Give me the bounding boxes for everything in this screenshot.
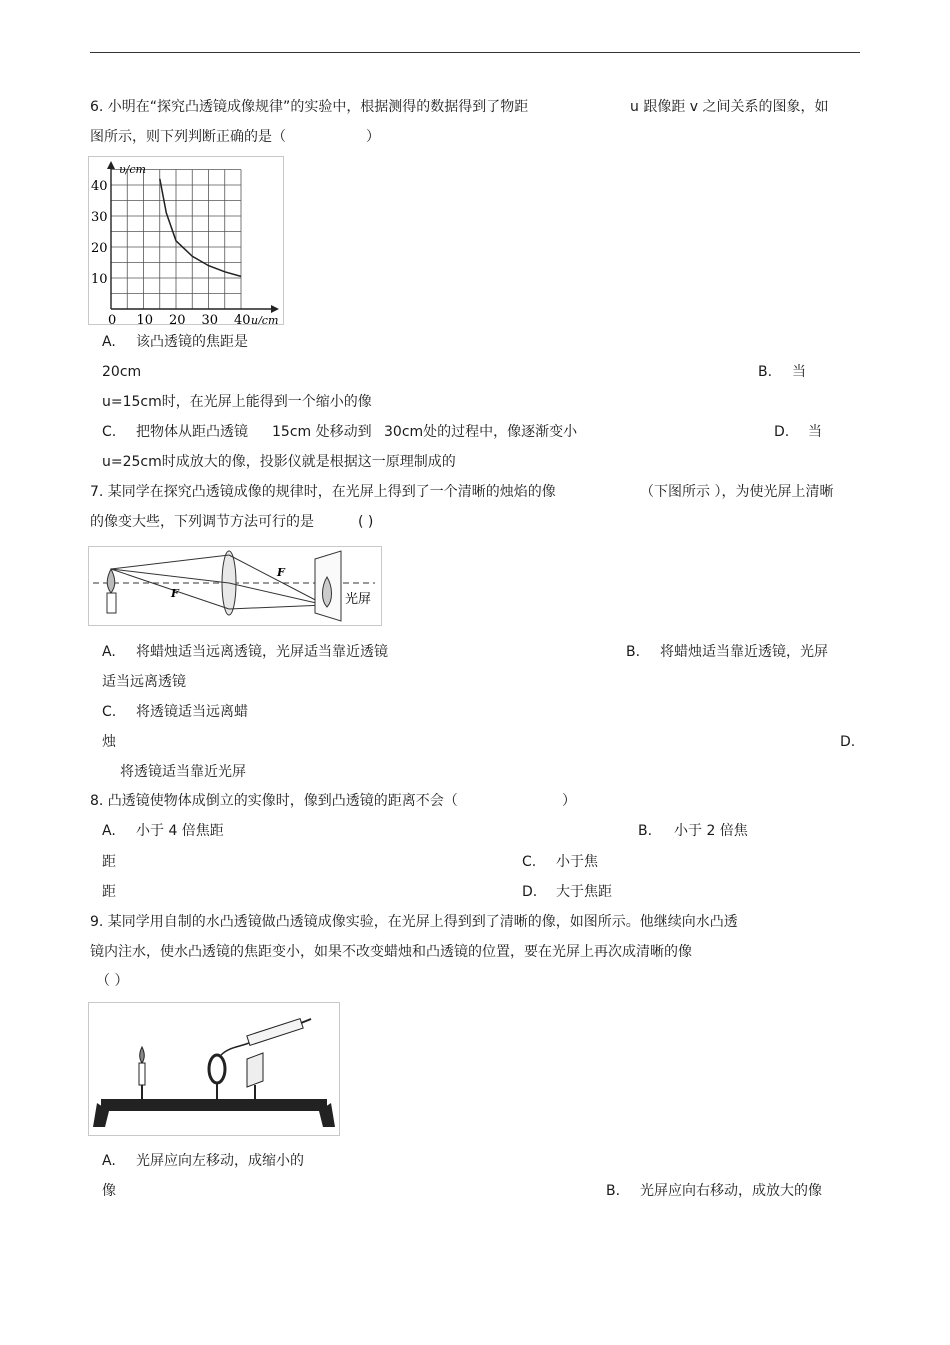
q9-option-b-label: B. (606, 1183, 621, 1199)
q6-y-tick-label: 10 (91, 272, 108, 287)
q9-syringe-plunger (301, 1019, 311, 1023)
q7-option-b-text-cont: 适当远离透镜 (102, 674, 186, 690)
q7-option-c-text-cont: 烛 (102, 734, 116, 750)
q6-y-tick-label: 30 (91, 210, 108, 225)
q9-option-a-text-cont: 像 (102, 1183, 116, 1199)
q9-apparatus-drawing (89, 1003, 339, 1135)
q7-stem-line1-b: （下图所示 ），为使光屏上清晰 (640, 484, 834, 500)
q7-stem-line2-a: 的像变大些，下列调节方法可行的是 (90, 514, 314, 530)
header-rule (90, 52, 860, 53)
q7-optics-diagram (89, 547, 381, 625)
q7-option-b-label: B. (626, 644, 641, 660)
q9-option-a-text: 光屏应向左移动，成缩小的 (136, 1153, 304, 1169)
q6-x-tick-label: 20 (169, 313, 186, 324)
q8-option-b-text: 小于 2 倍焦 (674, 823, 748, 839)
q9-stem-line3: （ ） (96, 973, 129, 989)
q6-x-tick-label: 0 (108, 313, 117, 324)
q9-candle (139, 1063, 145, 1085)
q8-option-c-text: 小于焦 (556, 854, 598, 870)
q9-apparatus-figure (88, 1002, 340, 1136)
q7-ray-2b (229, 605, 325, 609)
q7-focus-label-right: F (277, 566, 285, 579)
q7-option-c-label: C. (102, 704, 117, 720)
q6-x-axis-label: u/cm (251, 314, 279, 324)
q6-option-a-text-cont: 20cm (102, 364, 142, 380)
q6-stem-line2-a: 图所示，则下列判断正确的是（ (90, 129, 286, 145)
q7-stem-line1-a: 7. 某同学在探究凸透镜成像的规律时，在光屏上得到了一个清晰的烛焰的像 (90, 484, 556, 500)
q6-graph-figure (88, 156, 284, 325)
q7-option-a-text: 将蜡烛适当远离透镜，光屏适当靠近透镜 (136, 644, 388, 660)
q6-uv-curve (160, 179, 241, 277)
q6-option-d-text-cont: u=25cm时成放大的像，投影仪就是根据这一原理制成的 (102, 454, 456, 470)
q6-option-a-text: 该凸透镜的焦距是 (136, 334, 248, 350)
q6-y-axis-arrow (107, 161, 115, 169)
q7-option-d-text: 将透镜适当靠近光屏 (120, 764, 246, 780)
q6-x-axis-arrow (271, 305, 279, 313)
q7-ray-1a (111, 555, 229, 569)
q9-optical-bench (101, 1099, 327, 1111)
q6-uv-graph (89, 157, 283, 324)
q9-option-a-label: A. (102, 1153, 116, 1169)
q6-stem-line1-b: u 跟像距 v 之间关系的图象，如 (630, 99, 829, 115)
q6-option-c-text-1: 把物体从距凸透镜 (136, 424, 248, 440)
q6-option-c-text-3: 30cm处的过程中，像逐渐变小 (384, 424, 578, 440)
q6-option-a-label: A. (102, 334, 116, 350)
q8-option-b-label: B. (638, 823, 653, 839)
q9-candle-flame (140, 1047, 145, 1063)
q7-flame (107, 569, 115, 593)
q6-stem-line1-a: 6. 小明在“探究凸透镜成像规律”的实验中，根据测得的数据得到了物距 (90, 99, 529, 115)
q7-ray-3a (111, 569, 229, 583)
q6-option-c-label: C. (102, 424, 117, 440)
q6-y-axis-label: υ/cm (119, 163, 146, 176)
q6-option-b-text: 当 (792, 364, 806, 380)
q6-x-tick-label: 30 (201, 313, 219, 324)
q8-option-c-text-cont: 距 (102, 884, 116, 900)
q6-option-c-text-2: 15cm 处移动到 (272, 424, 372, 440)
q6-stem-line2-b: ） (366, 129, 380, 145)
q8-stem-a: 8. 凸透镜使物体成倒立的实像时，像到凸透镜的距离不会（ (90, 793, 458, 809)
q9-light-screen (247, 1053, 263, 1087)
q9-option-b-text: 光屏应向右移动，成放大的像 (640, 1183, 822, 1199)
q8-option-a-text: 小于 4 倍焦距 (136, 823, 224, 839)
q8-stem-b: ） (562, 793, 576, 809)
q9-syringe-barrel (247, 1019, 303, 1046)
q7-candle (107, 593, 116, 613)
q8-option-c-label: C. (522, 854, 537, 870)
q6-y-tick-label: 40 (91, 179, 108, 194)
q9-syringe-tube (221, 1043, 249, 1055)
q6-option-d-label: D. (774, 424, 790, 440)
q8-option-d-label: D. (522, 884, 538, 900)
q7-option-d-label: D. (840, 734, 856, 750)
q7-ray-2a (111, 569, 229, 609)
q8-option-d-text: 大于焦距 (556, 884, 612, 900)
q7-option-b-text: 将蜡烛适当靠近透镜，光屏 (660, 644, 828, 660)
q7-screen-label: 光屏 (345, 592, 372, 607)
q6-option-b-text-cont: u=15cm时，在光屏上能得到一个缩小的像 (102, 394, 372, 410)
q9-water-lens (209, 1055, 225, 1083)
q6-option-d-text: 当 (808, 424, 822, 440)
q7-ray-1b (229, 555, 325, 605)
q7-option-a-label: A. (102, 644, 116, 660)
q7-focus-label-left: F (171, 587, 179, 600)
q7-ray-3b (229, 583, 325, 605)
q6-x-tick-label: 10 (136, 313, 154, 324)
q8-option-a-label: A. (102, 823, 116, 839)
q8-option-b-text-cont: 距 (102, 854, 116, 870)
q6-option-b-label: B. (758, 364, 773, 380)
q6-y-tick-label: 20 (91, 241, 108, 256)
q9-stem-line1: 9. 某同学用自制的水凸透镜做凸透镜成像实验，在光屏上得到到了清晰的像，如图所示。他继续向水凸透 (90, 914, 738, 930)
q9-stem-line2: 镜内注水，使水凸透镜的焦距变小，如果不改变蜡烛和凸透镜的位置，要在光屏上再次成清晰的像 (90, 944, 692, 960)
q7-optics-figure (88, 546, 382, 626)
q6-x-tick-label: 40 (234, 313, 251, 324)
q7-option-c-text: 将透镜适当远离蜡 (136, 704, 248, 720)
q7-stem-line2-b: ( ) (358, 514, 374, 530)
